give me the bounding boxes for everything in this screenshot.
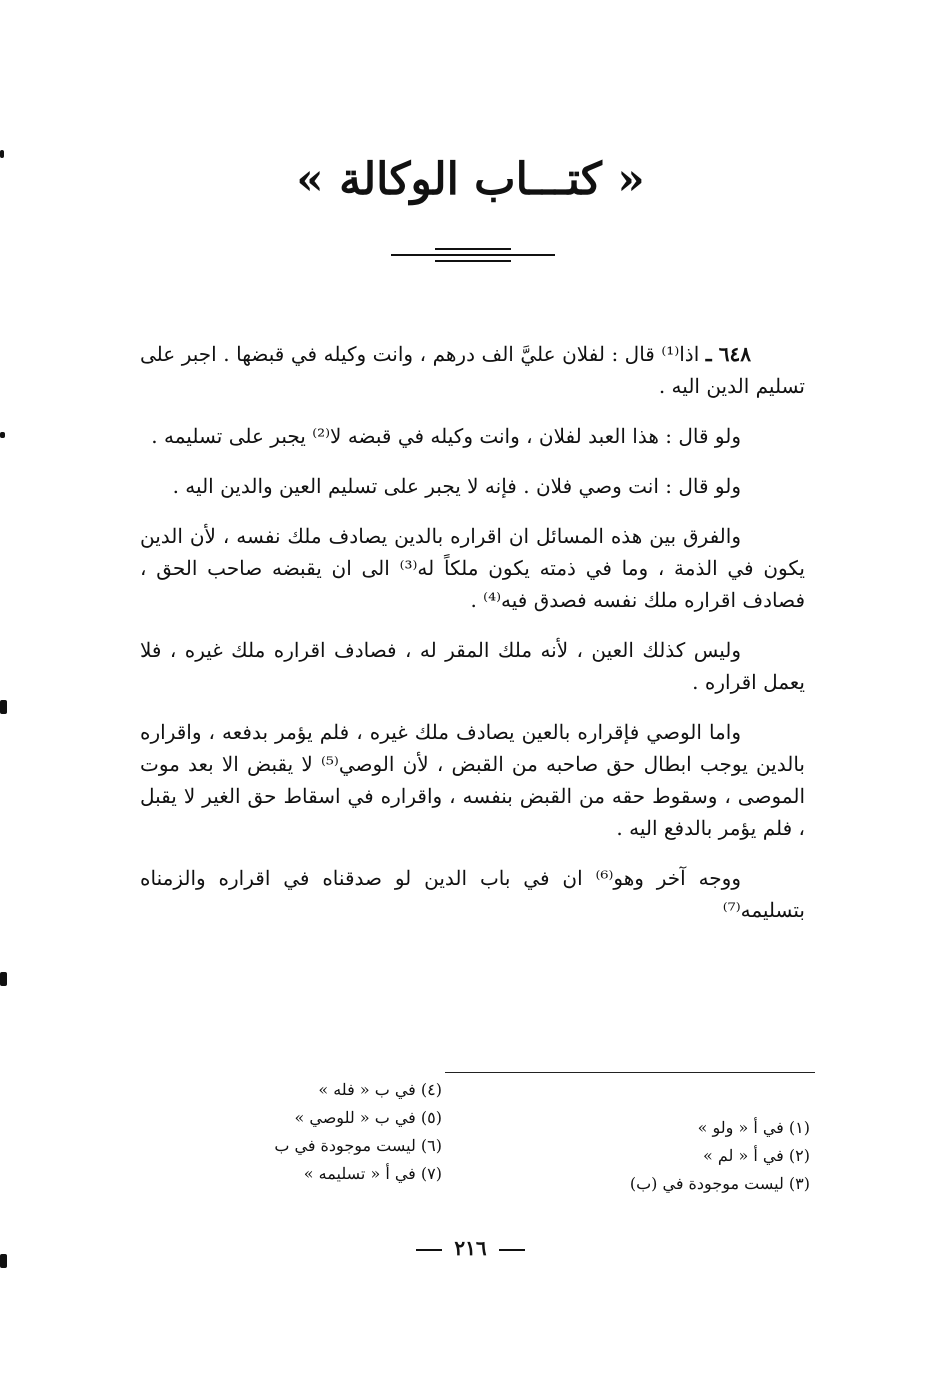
page-number-dash-left (416, 1249, 442, 1251)
footnote: (٥) في ب « للوصي » (294, 1108, 442, 1127)
paragraph: ولو قال : هذا العبد لفلان ، وانت وكيله في قبضه لا⁽²⁾ يجبر على تسليمه . (151, 424, 741, 448)
footnote: (١) في أ « ولو » (697, 1118, 810, 1137)
scan-edge-mark (0, 700, 7, 714)
footnote: (٧) في أ « تسليمه » (303, 1164, 442, 1183)
ornament-line-bottom (435, 260, 511, 262)
chapter-title: « كتـــاب الوكالة » (296, 154, 645, 205)
ornament-line-top (435, 248, 511, 250)
footnotes-left-column (274, 1076, 442, 1188)
paragraph-648 (140, 338, 805, 402)
paragraph-number: ٦٤٨ ـ (705, 342, 751, 366)
page-number (0, 1236, 941, 1260)
scan-edge-mark (0, 150, 4, 158)
footnote: (٦) ليست موجودة في ب (274, 1136, 442, 1155)
scan-edge-mark (0, 1254, 7, 1268)
footnote: (٤) في ب « فله » (318, 1080, 442, 1099)
footnote-separator (445, 1072, 815, 1073)
paragraph: والفرق بين هذه المسائل ان اقراره بالدين يصادف ملك نفسه ، لأن الدين يكون في الذمة ، وما في ذمته يكون ملكاً له⁽³⁾ الى ان يقبضه صاحب الحق ، فصادف اقراره ملك نفسه فصدق فيه⁽⁴⁾ . (140, 524, 805, 612)
main-text (140, 338, 805, 944)
scan-edge-mark (0, 972, 7, 986)
paragraph: ووجه آخر وهو⁽⁶⁾ ان في باب الدين لو صدقناه في اقراره والزمناه بتسليمه⁽⁷⁾ (140, 866, 805, 922)
page-number-dash-right (499, 1249, 525, 1251)
paragraph-text: اذا⁽¹⁾ قال : لفلان عليَّ الف درهم ، وانت وكيله في قبضها . اجبر على تسليم الدين اليه . (140, 342, 805, 398)
footnotes-right-column (630, 1114, 810, 1198)
paragraph: ولو قال : انت وصي فلان . فإنه لا يجبر على تسليم العين والدين اليه . (172, 474, 741, 498)
page-number-value: ٢١٦ (454, 1236, 487, 1260)
scan-edge-mark (0, 432, 5, 438)
title-ornament-rule (391, 248, 555, 268)
footnote: (٢) في أ « لم » (702, 1146, 810, 1165)
paragraph: واما الوصي فإقراره بالعين يصادف ملك غيره ، فلم يؤمر بدفعه ، واقراره بالدين يوجب ابطال حق صاحبه من القبض ، لأن الوصي⁽⁵⁾ لا يقبض الا بعد موت الموصى ، وسقوط حقه من القبض بنفسه ، واقراره في اسقاط حق الغير لا يقبل ، فلم يؤمر بالدفع اليه . (140, 720, 806, 840)
ornament-line-main (391, 254, 555, 256)
footnote: (٣) ليست موجودة في (ب) (629, 1174, 810, 1193)
paragraph: وليس كذلك العين ، لأنه ملك المقر له ، فصادف اقراره ملك غيره ، فلا يعمل اقراره . (140, 638, 805, 694)
